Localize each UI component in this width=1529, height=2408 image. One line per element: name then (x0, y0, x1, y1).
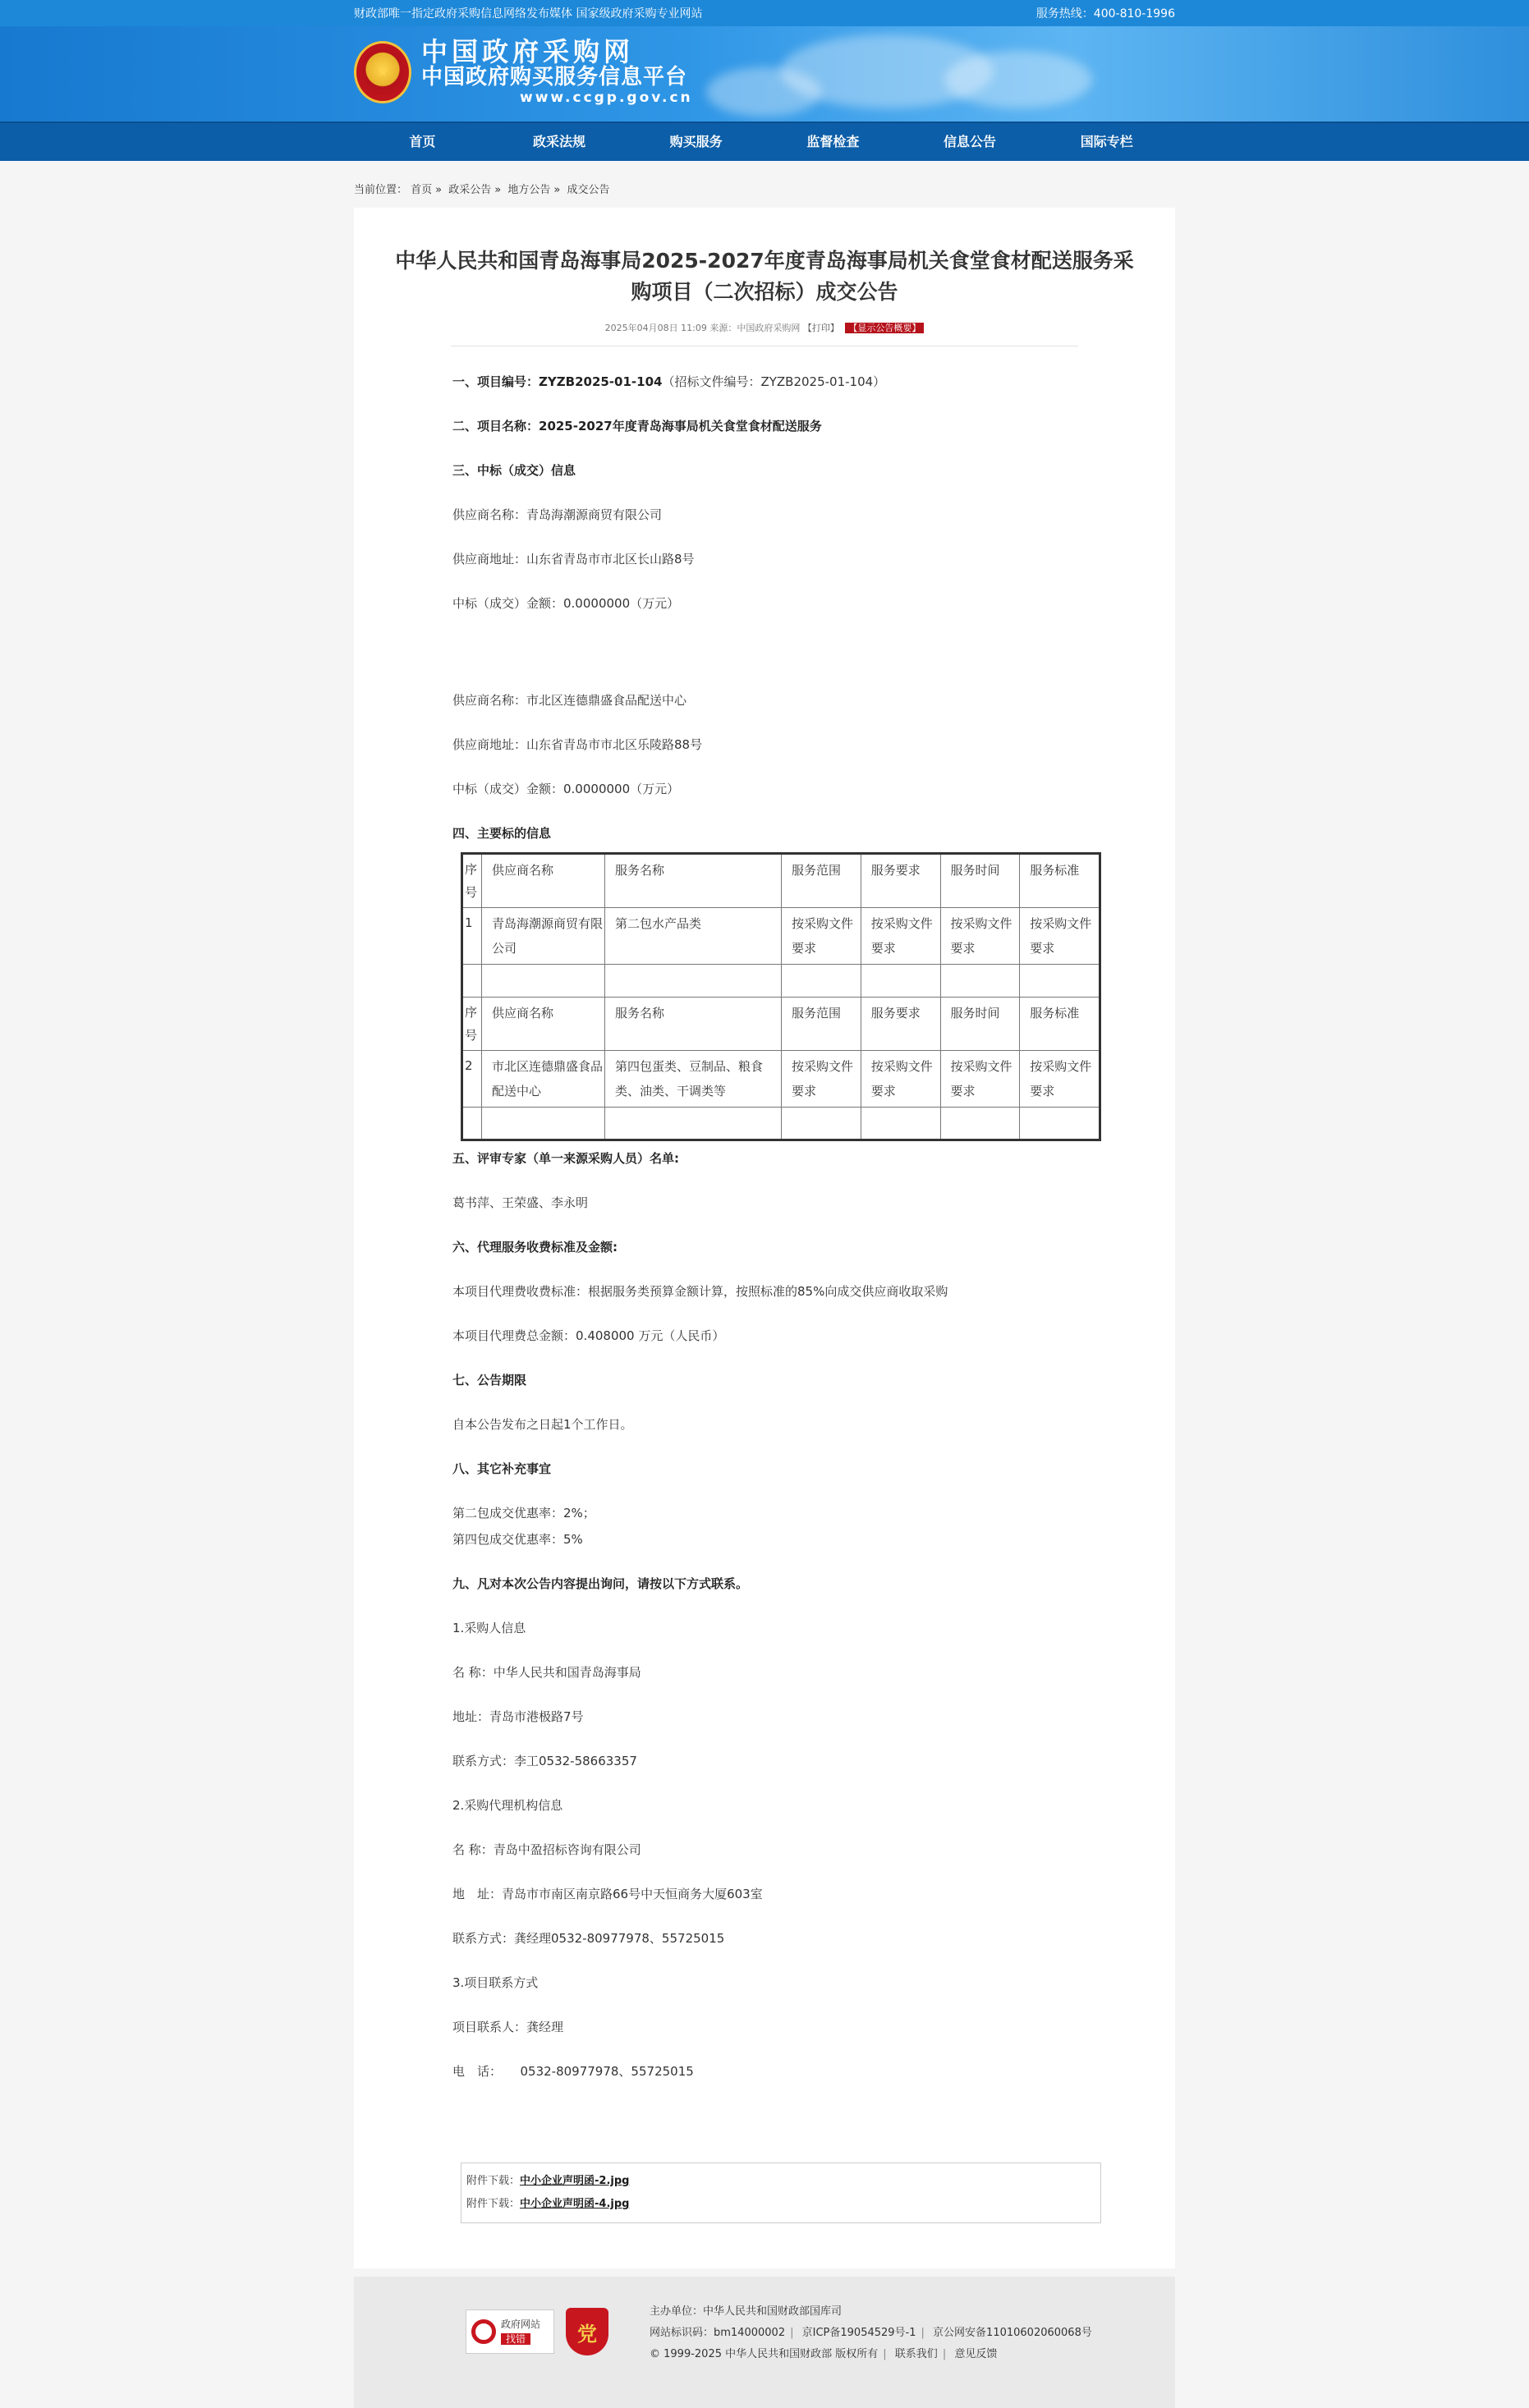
footer-copyright: © 1999-2025 中华人民共和国财政部 版权所有 | 联系我们 | 意见反馈 (650, 2348, 998, 2360)
attachment-label: 附件下载： (466, 2198, 521, 2210)
attachment-label: 附件下载： (466, 2175, 521, 2187)
supplier1-amount: 中标（成交）金额：0.0000000（万元） (452, 596, 680, 611)
show-summary-button[interactable]: 【显示公告概要】 (845, 323, 924, 333)
badge-label-top: 政府网站 (501, 2319, 541, 2330)
purchaser-info-title: 1.采购人信息 (452, 1621, 526, 1635)
project-contact-person: 项目联系人：龚经理 (452, 2020, 564, 2034)
nav-item-home[interactable]: 首页 (409, 134, 436, 149)
header-index: 序号 (462, 998, 482, 1051)
header-requirement: 服务要求 (861, 998, 940, 1051)
attachments-box (461, 2163, 1101, 2223)
table-empty-row (462, 965, 1100, 998)
badge-label-bottom: 找错 (501, 2333, 530, 2345)
section-experts: 五、评审专家（单一来源采购人员）名单: (452, 1151, 680, 1166)
main-nav (0, 122, 1529, 161)
breadcrumb-prefix: 当前位置： (354, 184, 408, 196)
article-body (385, 346, 1144, 2223)
table-header-row (462, 998, 1100, 1051)
discount-package-4: 第四包成交优惠率：5% (452, 1532, 583, 1547)
site-id: 网站标识码：bm14000002 (650, 2327, 786, 2339)
header-supplier: 供应商名称 (482, 998, 605, 1051)
national-emblem-icon: ★ (354, 41, 411, 103)
expert-list: 葛书萍、王荣盛、李永明 (452, 1195, 589, 1210)
site-slogan: 财政部唯一指定政府采购信息网络发布媒体 国家级政府采购专业网站 (354, 7, 703, 21)
attachment-link[interactable]: 中小企业声明函-2.jpg (520, 2175, 630, 2187)
cell-scope: 按采购文件要求 (782, 1051, 861, 1108)
header-time: 服务时间 (940, 854, 1020, 908)
table-empty-row (462, 1108, 1100, 1140)
supplier2-address: 供应商地址：山东省青岛市市北区乐陵路88号 (452, 737, 703, 752)
announcement-period: 自本公告发布之日起1个工作日。 (452, 1417, 633, 1432)
cell-standard: 按采购文件要求 (1020, 908, 1100, 965)
header-service-name: 服务名称 (605, 854, 782, 908)
attachment-item (466, 2170, 1095, 2193)
nav-item-supervision[interactable]: 监督检查 (806, 134, 860, 149)
print-link[interactable]: 【打印】 (802, 323, 839, 333)
cell-standard: 按采购文件要求 (1020, 1051, 1100, 1108)
purchaser-contact: 联系方式：李工0532-58663357 (452, 1754, 637, 1768)
cell-time: 按采购文件要求 (940, 1051, 1020, 1108)
purchaser-name: 名 称：中华人民共和国青岛海事局 (452, 1665, 641, 1680)
header-supplier: 供应商名称 (482, 854, 605, 908)
cell-time: 按采购文件要求 (940, 908, 1020, 965)
section-agency-fee: 六、代理服务收费标准及金额: (452, 1240, 618, 1254)
logo-subtitle: 中国政府购买服务信息平台 (421, 65, 688, 89)
nav-item-purchase-services[interactable]: 购买服务 (669, 134, 723, 149)
cell-requirement: 按采购文件要求 (861, 1051, 940, 1108)
top-info-bar (0, 0, 1529, 26)
supplier2-amount: 中标（成交）金额：0.0000000（万元） (452, 782, 680, 796)
agency-info-title: 2.采购代理机构信息 (452, 1798, 563, 1813)
header-index: 序号 (462, 854, 482, 908)
cell-supplier: 市北区连德鼎盛食品配送中心 (482, 1051, 605, 1108)
table-header-row (462, 854, 1100, 908)
cell-index: 1 (462, 908, 482, 965)
fee-standard: 本项目代理费收费标准：根据服务类预算金额计算，按照标准的85%向成交供应商收取采购 (452, 1284, 948, 1299)
supplier2-name: 供应商名称：市北区连德鼎盛食品配送中心 (452, 693, 687, 708)
cell-requirement: 按采购文件要求 (861, 908, 940, 965)
agency-address: 地 址：青岛市市南区南京路66号中天恒商务大厦603室 (452, 1887, 763, 1901)
header-time: 服务时间 (940, 998, 1020, 1051)
copyright-text: © 1999-2025 中华人民共和国财政部 版权所有 (650, 2348, 879, 2360)
breadcrumb-home[interactable]: 首页 (411, 184, 433, 196)
nav-item-international[interactable]: 国际专栏 (1080, 134, 1133, 149)
table-row (462, 1051, 1100, 1108)
footer-registration: 网站标识码：bm14000002 | 京ICP备19054529号-1 | 京公网安备11010602060068号 (650, 2327, 1092, 2339)
cell-scope: 按采购文件要求 (782, 908, 861, 965)
header-requirement: 服务要求 (861, 854, 940, 908)
logo-url: www.ccgp.gov.cn (520, 89, 693, 106)
breadcrumb-deal-announcements[interactable]: 成交公告 (567, 184, 610, 196)
publish-info: 2025年04月08日 11:09 来源：中国政府采购网 (604, 323, 803, 333)
announcement-article (354, 208, 1175, 2268)
magnifier-icon (471, 2319, 496, 2344)
breadcrumb-local-announcements[interactable]: 地方公告 (507, 184, 551, 196)
footer-host: 主办单位：中华人民共和国财政部国库司 (650, 2305, 843, 2318)
agency-contact: 联系方式：龚经理0532-80977978、55725015 (452, 1931, 725, 1946)
section-supplementary: 八、其它补充事宜 (452, 1461, 552, 1476)
header-scope: 服务范围 (782, 998, 861, 1051)
icp-link[interactable]: 京ICP备19054529号-1 (801, 2327, 916, 2339)
footer-info (650, 2301, 1092, 2365)
project-number: 一、项目编号：ZYZB2025-01-104（招标文件编号：ZYZB2025-01-104） (452, 374, 886, 389)
header-standard: 服务标准 (1020, 998, 1100, 1051)
cell-service-name: 第二包水产品类 (605, 908, 782, 965)
header-scope: 服务范围 (782, 854, 861, 908)
project-name: 二、项目名称：2025-2027年度青岛海事局机关食堂食材配送服务 (452, 419, 822, 433)
gov-site-error-report-badge[interactable] (466, 2309, 554, 2354)
contact-us-link[interactable]: 联系我们 (894, 2348, 938, 2360)
section-winner-info: 三、中标（成交）信息 (452, 463, 576, 478)
nav-item-announcements[interactable]: 信息公告 (944, 134, 997, 149)
site-footer (354, 2277, 1175, 2408)
breadcrumb: 当前位置： 首页 » 政采公告 » 地方公告 » 成交公告 (354, 184, 610, 196)
table-row (462, 908, 1100, 965)
attachment-link[interactable]: 中小企业声明函-4.jpg (520, 2198, 630, 2210)
purchaser-address: 地址：青岛市港极路7号 (452, 1709, 584, 1724)
fee-total: 本项目代理费总金额：0.408000 万元（人民币） (452, 1328, 725, 1343)
attachment-item (466, 2193, 1095, 2216)
project-contact-phone: 电 话： 0532-80977978、55725015 (452, 2064, 694, 2079)
nav-item-regulations[interactable]: 政采法规 (533, 134, 586, 149)
main-items-table (461, 852, 1101, 1141)
supplier1-name: 供应商名称：青岛海潮源商贸有限公司 (452, 507, 663, 522)
party-organ-badge-icon[interactable]: 党 (566, 2308, 608, 2355)
section-period: 七、公告期限 (452, 1373, 527, 1387)
cell-supplier: 青岛海潮源商贸有限公司 (482, 908, 605, 965)
service-hotline: 服务热线：400-810-1996 (1035, 7, 1175, 21)
discount-package-2: 第二包成交优惠率：2%； (452, 1506, 595, 1520)
site-banner (0, 26, 1529, 122)
cell-service-name: 第四包蛋类、豆制品、粮食类、油类、干调类等 (605, 1051, 782, 1108)
project-contact-title: 3.项目联系方式 (452, 1975, 539, 1990)
section-contacts: 九、凡对本次公告内容提出询问，请按以下方式联系。 (452, 1576, 749, 1591)
page-title: 中华人民共和国青岛海事局2025-2027年度青岛海事局机关食堂食材配送服务采购项目（二次招标）成交公告 (395, 249, 1134, 304)
cell-index: 2 (462, 1051, 482, 1108)
supplier1-address: 供应商地址：山东省青岛市市北区长山路8号 (452, 552, 695, 566)
site-logo[interactable] (354, 38, 693, 107)
feedback-link[interactable]: 意见反馈 (954, 2348, 998, 2360)
agency-name: 名 称：青岛中盈招标咨询有限公司 (452, 1842, 641, 1857)
section-main-items: 四、主要标的信息 (452, 826, 552, 841)
article-meta (451, 321, 1078, 346)
police-record-link[interactable]: 京公网安备11010602060068号 (933, 2327, 1092, 2339)
header-service-name: 服务名称 (605, 998, 782, 1051)
breadcrumb-gov-announcements[interactable]: 政采公告 (448, 184, 492, 196)
header-standard: 服务标准 (1020, 854, 1100, 908)
logo-title: 中国政府采购网 (421, 36, 635, 67)
